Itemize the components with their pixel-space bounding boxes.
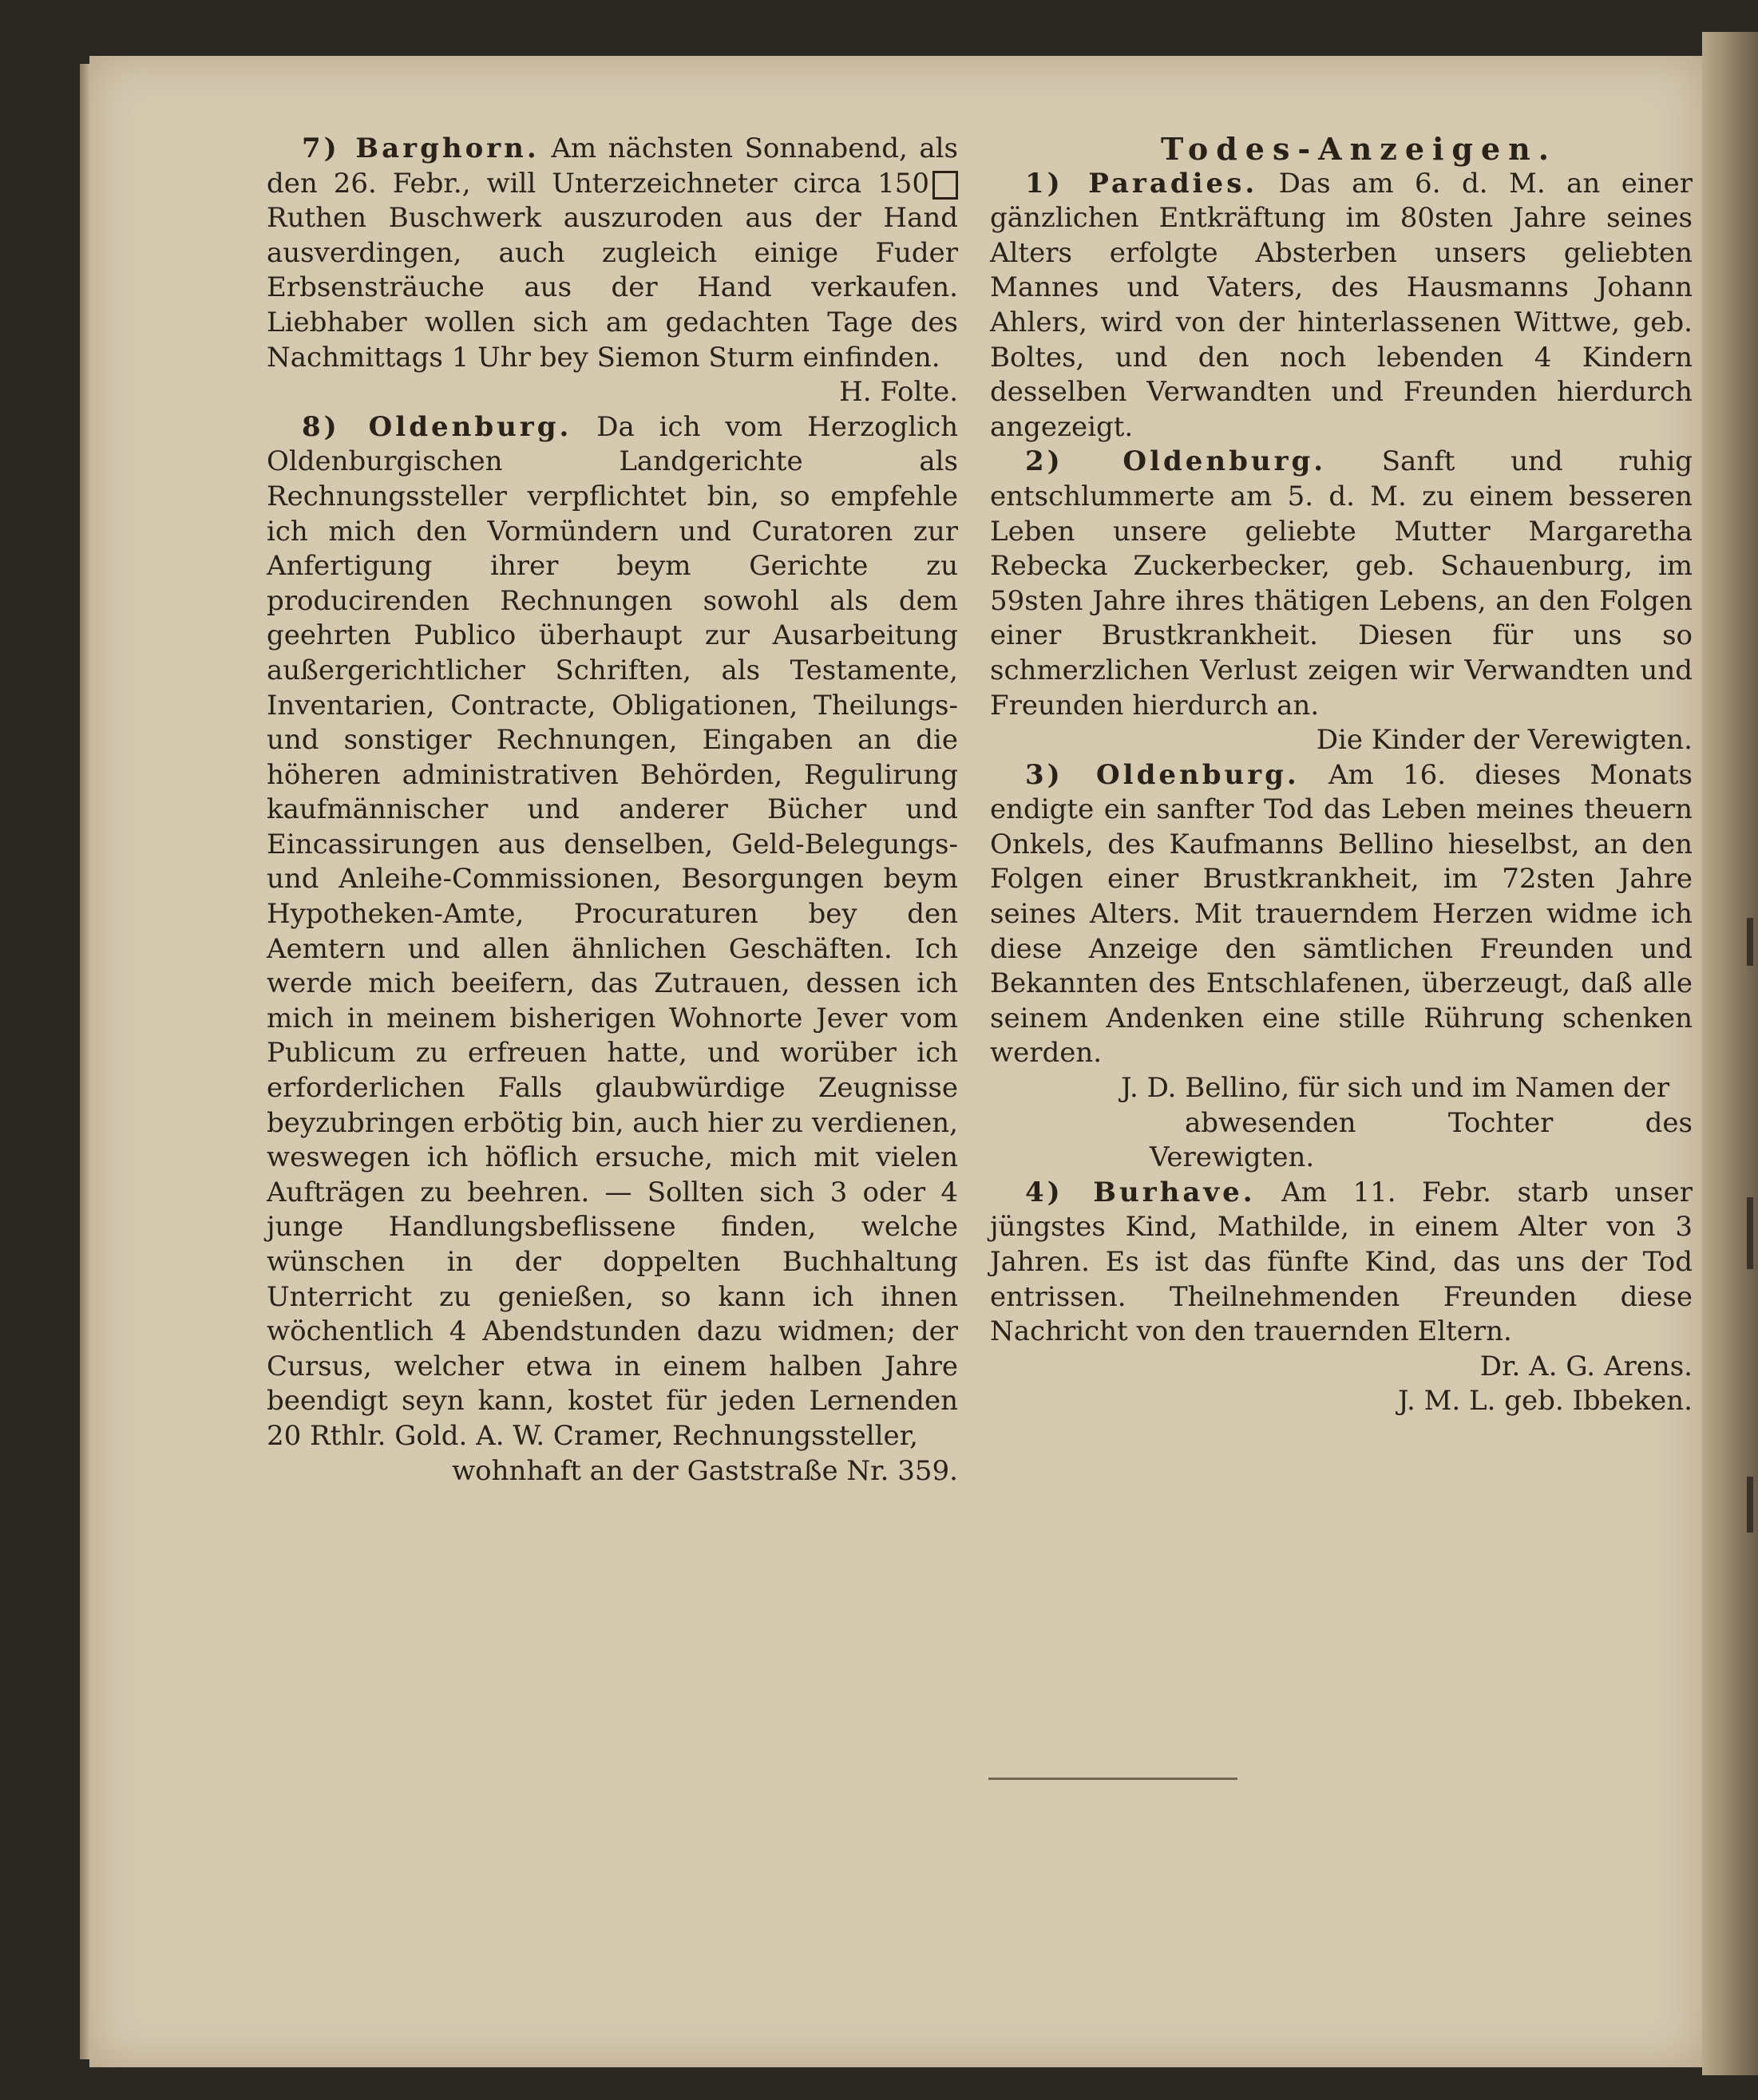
section-heading: Todes-Anzeigen. — [1160, 131, 1558, 167]
notice-text: Ruthen Buschwerk auszuroden aus der Hand ausverdingen, auch zugleich einige Fuder Erbsensträuche aus der Hand verkaufen. Liebhaber wollen sich am gedachten Tage des Nachmittags 1 Uhr bey Siemon Sturm einfinden. — [267, 202, 958, 374]
death-notice-paradies — [990, 167, 1693, 445]
notice-text: Da ich vom Herzoglich Oldenburgischen Landgerichte als Rechnungssteller verpflichtet bin, so empfehle ich mich den Vormündern und Curatoren zur Anfertigung ihrer beym Gerichte zu producirenden Rechnungen sowohl als dem geehrten Publico überhaupt zur Ausarbeitung außergerichtlicher Schriften, als Testamente, Inventarien, Contracte, Obligationen, Theilungs- und sonstiger Rechnungen, Eingaben an die höheren administrativen Behörden, Regulirung kaufmännischer und anderer Bücher und Eincassirungen aus denselben, Geld-Belegungs- und Anleihe-Commissionen, Besorgungen beym Hypotheken-Amte, Procuraturen bey den Aemtern und allen ähnlichen Geschäften. Ich werde mich beeifern, das Zutrauen, dessen ich mich in meinem bisherigen Wohnorte Jever vom Publicum zu erfreuen hatte, und worüber ich erforderlichen Falls glaubwürdige Zeugnisse beyzubringen erbötig bin, auch hier zu verdienen, weswegen ich höflich ersuche, mich mit vielen Aufträgen zu beehren. — Sollten sich 3 oder 4 junge Handlungsbeflissene finden, welche wünschen in der doppelten Buchhaltung Unterricht zu genießen, so kann ich ihnen wöchentlich 4 Abendstunden dazu widmen; der Cursus, welcher etwa in einem halben Jahre beendigt seyn kann, kostet für jeden Lernenden 20 Rthlr. Gold. — [267, 410, 959, 1452]
notice-text: Am 11. Febr. starb unser jüngstes Kind, Mathilde, in einem Alter von 3 Jahren. Es ist das fünfte Kind, das uns der Tod entrissen. Theilnehmenden Freunden diese Nachricht von den trauernden Eltern. — [990, 1176, 1693, 1348]
death-notice-oldenburg-1 — [990, 445, 1693, 723]
notice-label: 2) Oldenburg. — [1025, 445, 1327, 478]
edge-tab-mark — [1747, 918, 1753, 966]
edge-tab-mark — [1747, 1477, 1753, 1532]
notice-signature: J. D. Bellino, für sich und im Namen der — [1121, 1072, 1670, 1105]
edge-tab-mark — [1747, 1197, 1753, 1269]
unit-box-symbol — [932, 171, 958, 200]
notice-text: Das am 6. d. M. an einer gänzlichen Entkräftung im 80sten Jahre seines Alters erfolgte Absterben unsers geliebten Mannes und Vaters, des Hausmanns Johann Ahlers, wird von der hinterlassenen Wittwe, geb. Boltes, und den noch lebenden 4 Kindern desselben Verwandten und Freunden hierdurch angezeigt. — [990, 167, 1693, 443]
notice-address: wohnhaft an der Gaststraße Nr. 359. — [452, 1454, 958, 1487]
notice-barghorn — [267, 132, 959, 409]
notice-text: Sanft und ruhig entschlummerte am 5. d. M. zu einem besseren Leben unsere geliebte Mutter Margaretha Rebecka Zuckerbecker, geb. Schauenburg, im 59sten Jahre ihres thätigen Lebens, an den Folgen einer Brustkrankheit. Diesen für uns so schmerzlichen Verlust zeigen wir Verwandten und Freunden hierdurch an. — [990, 445, 1693, 722]
death-notice-oldenburg-2 — [990, 758, 1693, 1071]
notice-label: 1) Paradies. — [1025, 167, 1258, 200]
notice-text: Am nächsten Sonnabend, als den 26. Febr., will Unterzeichneter circa 150 — [267, 132, 959, 200]
notice-label: 3) Oldenburg. — [1025, 758, 1300, 791]
right-column — [990, 132, 1693, 1419]
notice-signature: Die Kinder der Verewigten. — [1316, 724, 1693, 757]
notice-signature: J. M. L. geb. Ibbeken. — [1397, 1385, 1693, 1418]
notice-oldenburg-cramer — [267, 410, 958, 1454]
column-end-rule — [988, 1778, 1237, 1780]
notice-signature: H. Folte. — [839, 376, 958, 409]
notice-label: 7) Barghorn. — [302, 132, 540, 164]
notice-label: 8) Oldenburg. — [302, 410, 572, 443]
notice-signature: Dr. A. G. Arens. — [1479, 1350, 1693, 1382]
notice-label: 4) Burhave. — [1025, 1176, 1256, 1208]
left-column — [267, 132, 958, 1489]
notice-text: Am 16. dieses Monats endigte ein sanfter Tod das Leben meines theuern Onkels, des Kaufmanns Bellino hieselbst, an den Folgen einer Brustkrankheit, im 72sten Jahre seines Alters. Mit trauerndem Herzen widme ich diese Anzeige den sämtlichen Freunden und Bekannten des Entschlafenen, überzeugt, daß alle seinem Andenken eine stille Rührung schenken werden. — [990, 758, 1693, 1070]
binding-edge — [1702, 32, 1758, 2075]
notice-signature: abwesenden Tochter des Verewigten. — [1150, 1106, 1693, 1174]
death-notice-burhave — [990, 1176, 1693, 1382]
notice-signature: A. W. Cramer, Rechnungssteller, — [476, 1419, 918, 1452]
